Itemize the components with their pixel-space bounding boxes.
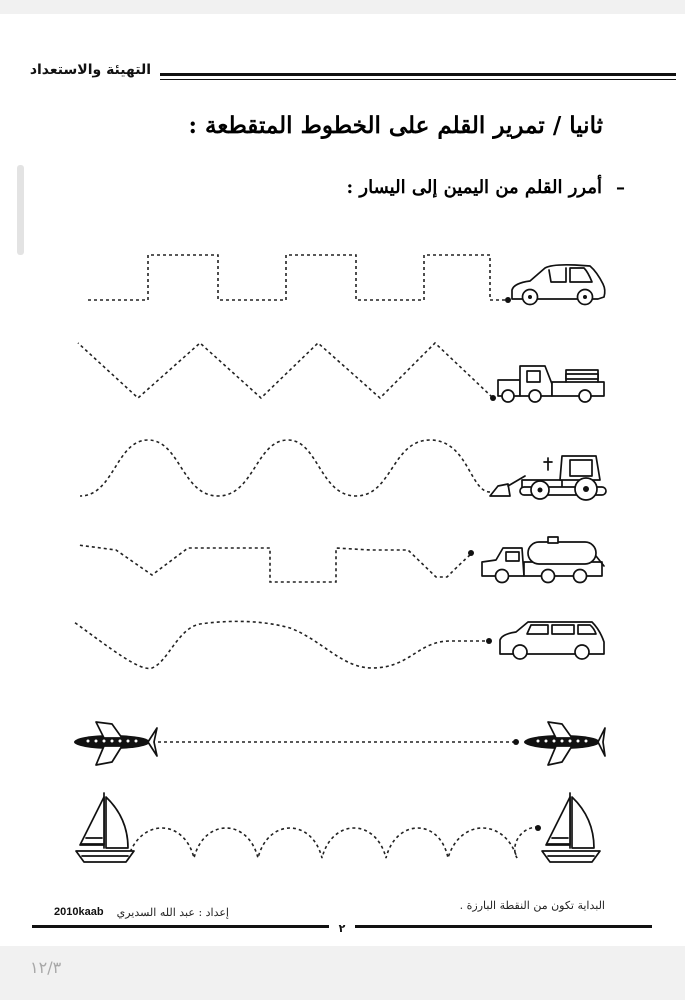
airplane-icon [524,722,605,765]
page-title: ثانيا / تمرير القلم على الخطوط المتقطعة : [188,112,603,139]
start-dot[interactable] [468,550,474,556]
section-label: التهيئة والاستعداد [29,62,151,78]
tracing-row-zigzag [78,343,496,401]
footer-author: إعداد : عبد الله السديري [116,906,229,919]
dotted-zigzag[interactable] [78,343,492,398]
suv-icon [500,622,604,659]
start-dot[interactable] [535,825,541,831]
start-dot[interactable] [486,638,492,644]
start-dot[interactable] [505,297,511,303]
airplane-icon [74,722,157,765]
sailboat-icon [76,793,134,862]
footer-code: 2010kaab [54,906,104,918]
car-icon [512,265,605,305]
footer-note: البداية تكون من النقطة البارزة . [459,899,605,912]
instruction-text: أمرر القلم من اليمين إلى اليسار : [346,177,602,198]
tracing-row-arches [128,825,541,858]
bulldozer-icon [490,456,606,500]
tracing-row-square-wave [88,255,511,303]
footer-rule [355,925,652,928]
tracing-row-round-wave [80,440,490,496]
start-dot[interactable] [513,739,519,745]
truck-icon [498,366,604,402]
tracing-row-soft-wave [74,621,492,668]
dotted-round-wave[interactable] [80,440,490,496]
tanker-truck-icon [482,537,604,583]
start-dot[interactable] [490,395,496,401]
dotted-soft-wave[interactable] [74,621,485,668]
tracing-row-notch-line [78,545,474,582]
footer-rule [32,925,329,928]
dotted-arches[interactable] [128,827,538,858]
instruction-dash: – [616,177,625,198]
viewer-page-counter: ١٢/٣ [30,958,62,977]
page-number: ٢ [338,922,346,935]
sailboat-icon [542,793,600,862]
dotted-notch-line[interactable] [78,545,470,582]
dotted-square-wave[interactable] [88,255,505,300]
tracing-row-straight-line [152,739,519,745]
